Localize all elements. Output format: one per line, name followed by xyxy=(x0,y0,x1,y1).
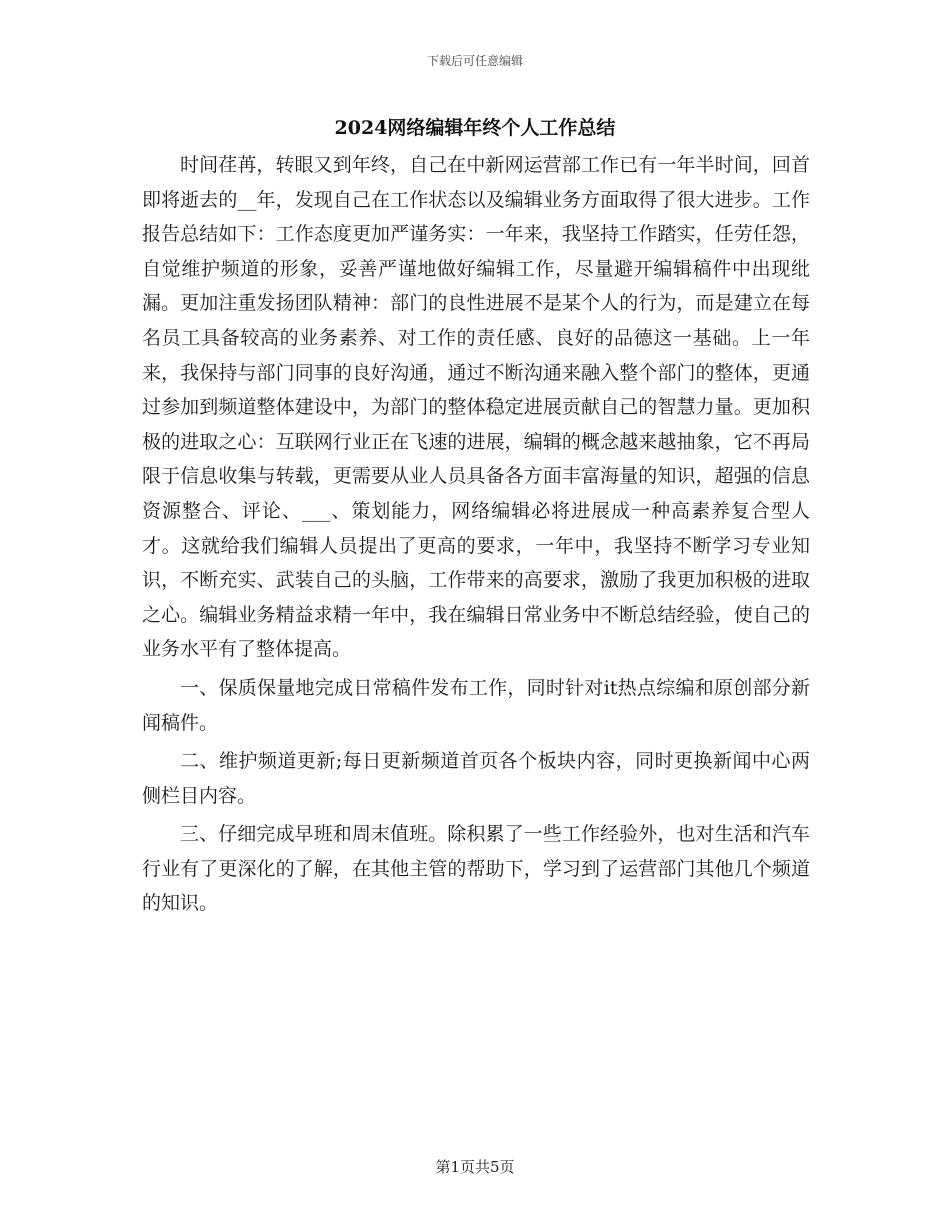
paragraph-intro: 时间荏苒，转眼又到年终，自己在中新网运营部工作已有一年半时间，回首即将逝去的__年，发现自己在工作状态以及编辑业务方面取得了很大进步。工作报告总结如下：工作态度更加严谨务实：一年来，我坚持工作踏实，任劳任怨，自觉维护频道的形象，妥善严谨地做好编辑工作，尽量避开编辑稿件中出现纰漏。更加注重发扬团队精神：部门的良性进展不是某个人的行为，而是建立在每名员工具备较高的业务素养、对工作的责任感、良好的品德这一基础。上一年来，我保持与部门同事的良好沟通，通过不断沟通来融入整个部门的整体，更通过参加到频道整体建设中，为部门的整体稳定进展贡献自己的智慧力量。更加积极的进取之心：互联网行业正在飞速的进展，编辑的概念越来越抽象，它不再局限于信息收集与转载，更需要从业人员具备各方面丰富海量的知识，超强的信息资源整合、评论、___、策划能力，网络编辑必将进展成一种高素养复合型人才。这就给我们编辑人员提出了更高的要求，一年中，我坚持不断学习专业知识，不断充实、武装自己的头脑，工作带来的高要求，激励了我更加积极的进取之心。编辑业务精益求精一年中，我在编辑日常业务中不断总结经验，使自己的业务水平有了整体提高。 xyxy=(142,154,810,661)
page-indicator: 第1页共5页 xyxy=(435,1158,515,1176)
document-title: 2024网络编辑年终个人工作总结 xyxy=(334,117,616,139)
paragraph-item-3: 三、仔细完成早班和周末值班。除积累了一些工作经验外，也对生活和汽车行业有了更深化的了解，在其他主管的帮助下，学习到了运营部门其他几个频道的知识。 xyxy=(142,823,810,915)
document-body xyxy=(142,148,810,921)
paragraph-item-1: 一、保质保量地完成日常稿件发布工作，同时针对it热点综编和原创部分新闻稿件。 xyxy=(142,676,810,734)
paragraph-item-2: 二、维护频道更新;每日更新频道首页各个板块内容，同时更换新闻中心两侧栏目内容。 xyxy=(142,750,810,807)
header-note: 下载后可任意编辑 xyxy=(426,54,523,68)
